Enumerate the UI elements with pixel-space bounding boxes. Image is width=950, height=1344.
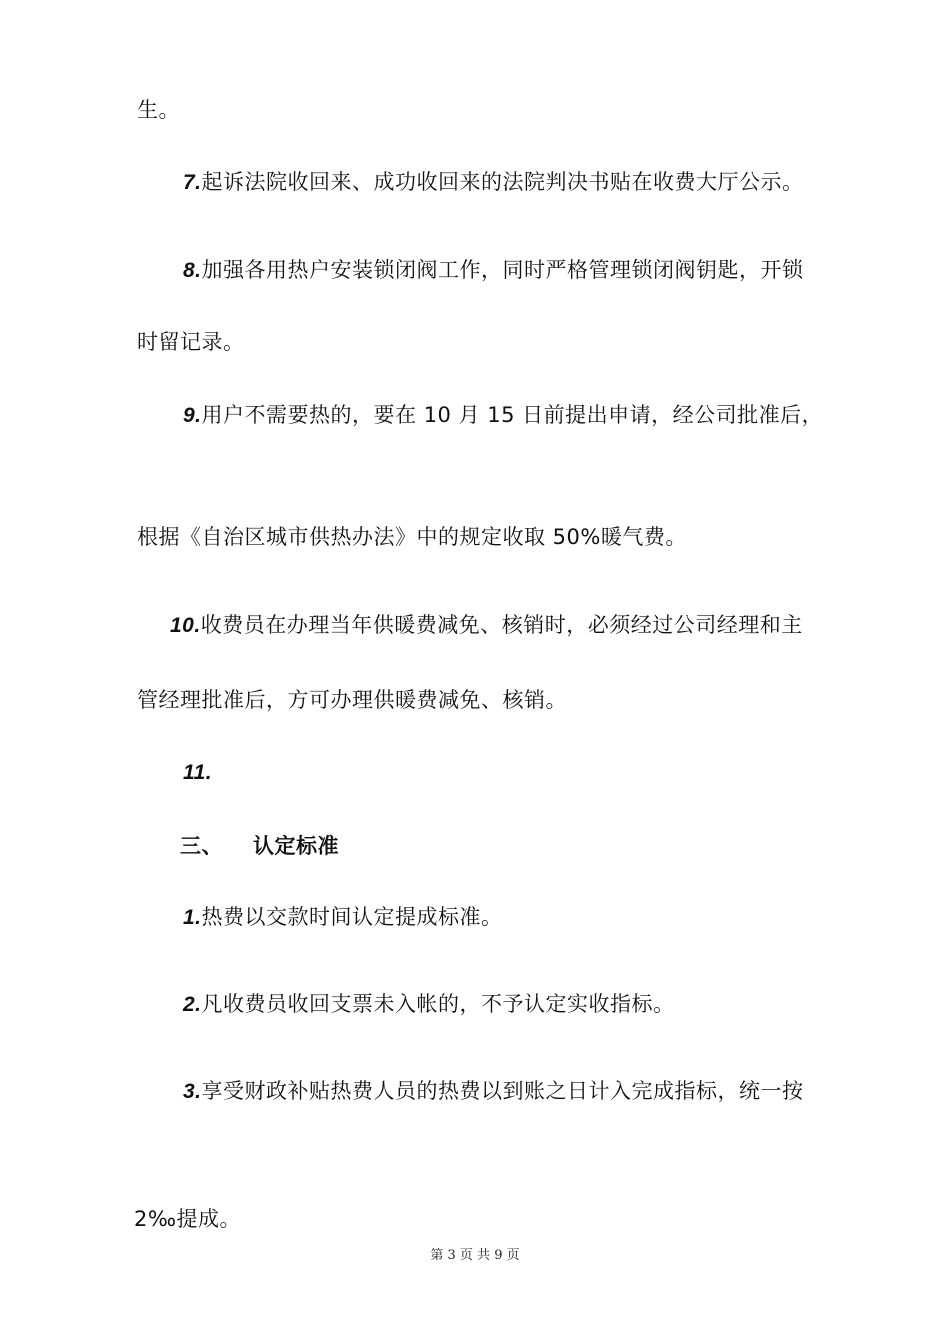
section-title-text: 认定标准 — [253, 834, 339, 858]
item-number: 10. — [170, 614, 201, 637]
list-item-8 — [183, 256, 804, 285]
paragraph-line — [137, 328, 245, 356]
line-text: 生。 — [137, 98, 180, 122]
line-text: 2‰提成。 — [134, 1207, 242, 1231]
list-item-1 — [183, 903, 503, 932]
line-text: 管经理批准后，方可办理供暖费减免、核销。 — [137, 688, 567, 712]
list-item-9 — [183, 401, 823, 430]
line-text: 根据《自治区城市供热办法》中的规定收取 50%暖气费。 — [137, 525, 687, 549]
item-number: 1. — [183, 906, 202, 929]
list-item-11 — [183, 758, 212, 787]
section-title — [253, 832, 339, 860]
page-footer — [0, 1247, 950, 1265]
list-item-2 — [183, 990, 675, 1019]
item-text: 收费员在办理当年供暖费减免、核销时，必须经过公司经理和主 — [200, 613, 803, 637]
item-text: 享受财政补贴热费人员的热费以到账之日计入完成指标，统一按 — [201, 1079, 804, 1103]
section-heading — [180, 832, 223, 860]
item-text: 热费以交款时间认定提成标准。 — [201, 905, 503, 929]
paragraph-line — [134, 1205, 241, 1233]
section-index: 三、 — [180, 834, 223, 858]
item-number: 3. — [183, 1080, 202, 1103]
item-text: 凡收费员收回支票未入帐的，不予认定实收指标。 — [201, 992, 675, 1016]
item-number: 7. — [183, 171, 202, 194]
item-number: 2. — [183, 993, 202, 1016]
item-text: 加强各用热户安装锁闭阀工作，同时严格管理锁闭阀钥匙，开锁 — [201, 258, 804, 282]
list-item-7 — [183, 168, 804, 197]
item-number: 11. — [183, 761, 213, 784]
page-number: 第 3 页 共 9 页 — [430, 1248, 520, 1263]
paragraph-line — [137, 523, 687, 551]
paragraph-line — [137, 686, 567, 714]
item-number: 8. — [183, 259, 202, 282]
list-item-3 — [183, 1077, 804, 1106]
paragraph-line — [137, 96, 180, 124]
list-item-10 — [170, 611, 803, 640]
item-number: 9. — [183, 404, 202, 427]
item-text: 用户不需要热的，要在 10 月 15 日前提出申请，经公司批准后， — [201, 403, 824, 427]
item-text: 起诉法院收回来、成功收回来的法院判决书贴在收费大厅公示。 — [201, 170, 804, 194]
line-text: 时留记录。 — [137, 330, 245, 354]
